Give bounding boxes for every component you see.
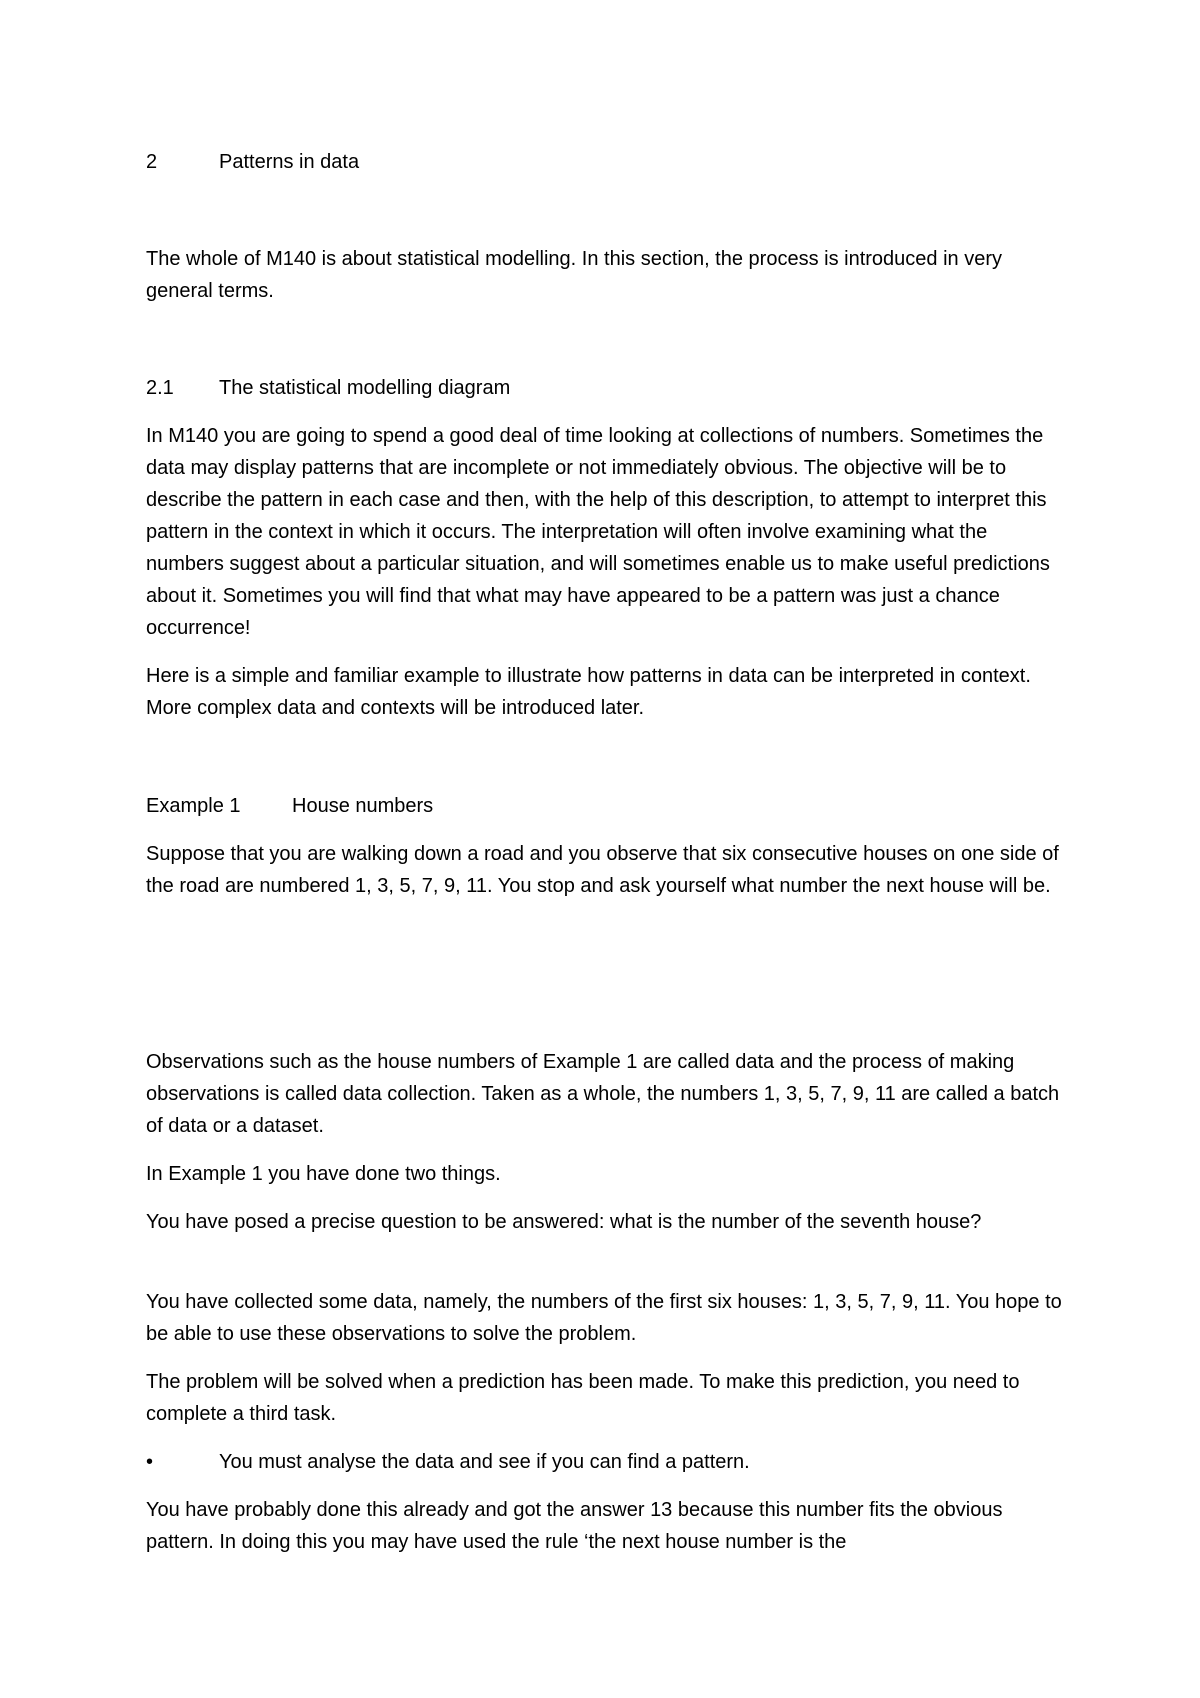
paragraph-answer: You have probably done this already and got the answer 13 because this number fits the obvious pattern. In doing this you may have used the rule ‘the next house number is the [146,1499,1003,1553]
paragraph-example-intro: Here is a simple and familiar example to illustrate how patterns in data can be interpreted in context. More complex data and contexts will be introduced later. [146,665,1031,719]
section-number: 2 [146,151,158,173]
intro-paragraph: The whole of M140 is about statistical modelling. In this section, the process is introduced in very general terms. [146,248,1002,302]
example-text: Suppose that you are walking down a road and you observe that six consecutive houses on one side of the road are numbered 1, 3, 5, 7, 9, 11. You stop and ask yourself what number the next house will be. [146,843,1059,897]
paragraph-precise-question: You have posed a precise question to be answered: what is the number of the seventh house? [146,1211,982,1233]
bullet-item [146,1446,1066,1478]
paragraph-collections: In M140 you are going to spend a good deal of time looking at collections of numbers. Sometimes the data may display patterns that are incomplete or not immediately obvious. The objective will be to describe the pattern in each case and then, with the help of this description, to attempt to interpret this pattern in the context in which it occurs. The interpretation will often involve examining what the numbers suggest about a particular situation, and will sometimes enable us to make useful predictions about it. Sometimes you will find that what may have appeared to be a pattern was just a chance occurrence! [146,425,1050,639]
bullet-text: You must analyse the data and see if you can find a pattern. [219,1451,750,1473]
subsection-heading [146,372,1066,404]
section-heading [146,146,1066,178]
bullet-icon: • [146,1451,154,1473]
paragraph-two-things: In Example 1 you have done two things. [146,1163,501,1185]
subsection-number: 2.1 [146,377,174,399]
section-title: Patterns in data [219,151,360,173]
subsection-title: The statistical modelling diagram [219,377,511,399]
example-title: House numbers [292,795,434,817]
paragraph-third-task: The problem will be solved when a prediction has been made. To make this prediction, you need to complete a third task. [146,1371,1020,1425]
paragraph-observations: Observations such as the house numbers of Example 1 are called data and the process of making observations is called data collection. Taken as a whole, the numbers 1, 3, 5, 7, 9, 11 are called a batch of data or a dataset. [146,1051,1060,1137]
paragraph-collected-data: You have collected some data, namely, the numbers of the first six houses: 1, 3, 5, 7, 9, 11. You hope to be able to use these observations to solve the problem. [146,1291,1062,1345]
example-heading [146,790,1066,822]
example-label: Example 1 [146,795,241,817]
